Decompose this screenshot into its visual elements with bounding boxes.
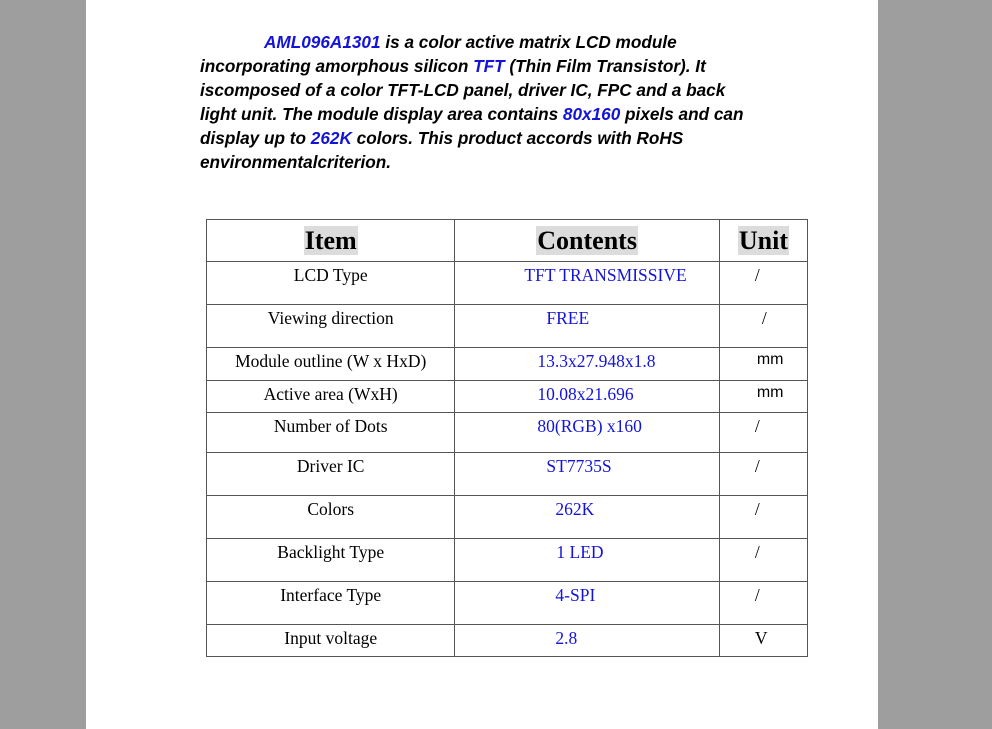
table-row — [207, 305, 808, 348]
item-cell: Input voltage — [207, 625, 455, 657]
table-row — [207, 381, 808, 413]
item-cell: Number of Dots — [207, 413, 455, 453]
intro-paragraph — [200, 30, 800, 174]
unit-cell: mm — [719, 348, 807, 381]
resolution-highlight: 80x160 — [562, 104, 621, 124]
intro-line-3: iscomposed of a color TFT-LCD panel, driver IC, FPC and a back — [200, 80, 726, 100]
unit-cell: / — [719, 413, 807, 453]
contents-cell: 2.8 — [455, 625, 719, 657]
unit-cell: / — [719, 262, 807, 305]
contents-cell: 13.3x27.948x1.8 — [455, 348, 719, 381]
intro-text: colors. This product accords with RoHS — [351, 128, 684, 148]
model-number: AML096A1301 — [264, 32, 381, 52]
table-row — [207, 539, 808, 582]
contents-cell: 1 LED — [455, 539, 719, 582]
contents-cell: 80(RGB) x160 — [455, 413, 719, 453]
item-cell: Backlight Type — [207, 539, 455, 582]
table-row — [207, 582, 808, 625]
contents-cell: FREE — [455, 305, 719, 348]
unit-cell: / — [719, 582, 807, 625]
table-row — [207, 262, 808, 305]
colors-highlight: 262K — [310, 128, 352, 148]
contents-cell: 4-SPI — [455, 582, 719, 625]
intro-text: incorporating amorphous silicon — [200, 56, 474, 76]
header-item: Item — [207, 220, 455, 262]
table-row — [207, 625, 808, 657]
tft-highlight: TFT — [473, 56, 505, 76]
header-unit: Unit — [719, 220, 807, 262]
intro-line-1 — [200, 30, 800, 54]
table-row — [207, 453, 808, 496]
intro-line-4 — [200, 102, 800, 126]
contents-cell: ST7735S — [455, 453, 719, 496]
intro-line-6: environmentalcriterion. — [200, 152, 392, 172]
contents-cell: 262K — [455, 496, 719, 539]
intro-text: display up to — [200, 128, 311, 148]
table-header-row — [207, 220, 808, 262]
intro-line-5 — [200, 126, 800, 150]
contents-cell: 10.08x21.696 — [455, 381, 719, 413]
intro-line-2 — [200, 54, 800, 78]
header-contents: Contents — [455, 220, 719, 262]
unit-cell: / — [719, 496, 807, 539]
item-cell: Active area (WxH) — [207, 381, 455, 413]
spec-table — [206, 219, 808, 657]
unit-cell: V — [719, 625, 807, 657]
unit-cell: mm — [719, 381, 807, 413]
item-cell: Colors — [207, 496, 455, 539]
document-page — [86, 0, 878, 729]
unit-cell: / — [719, 453, 807, 496]
unit-cell: / — [719, 539, 807, 582]
item-cell: LCD Type — [207, 262, 455, 305]
item-cell: Driver IC — [207, 453, 455, 496]
item-cell: Module outline (W x HxD) — [207, 348, 455, 381]
unit-cell: / — [719, 305, 807, 348]
table-row — [207, 496, 808, 539]
contents-cell: TFT TRANSMISSIVE — [455, 262, 719, 305]
intro-text: (Thin Film Transistor). It — [504, 56, 706, 76]
table-row — [207, 413, 808, 453]
intro-text: is a color active matrix LCD module — [380, 32, 677, 52]
item-cell: Interface Type — [207, 582, 455, 625]
table-row — [207, 348, 808, 381]
intro-text: light unit. The module display area contains — [200, 104, 563, 124]
item-cell: Viewing direction — [207, 305, 455, 348]
intro-text: pixels and can — [620, 104, 744, 124]
